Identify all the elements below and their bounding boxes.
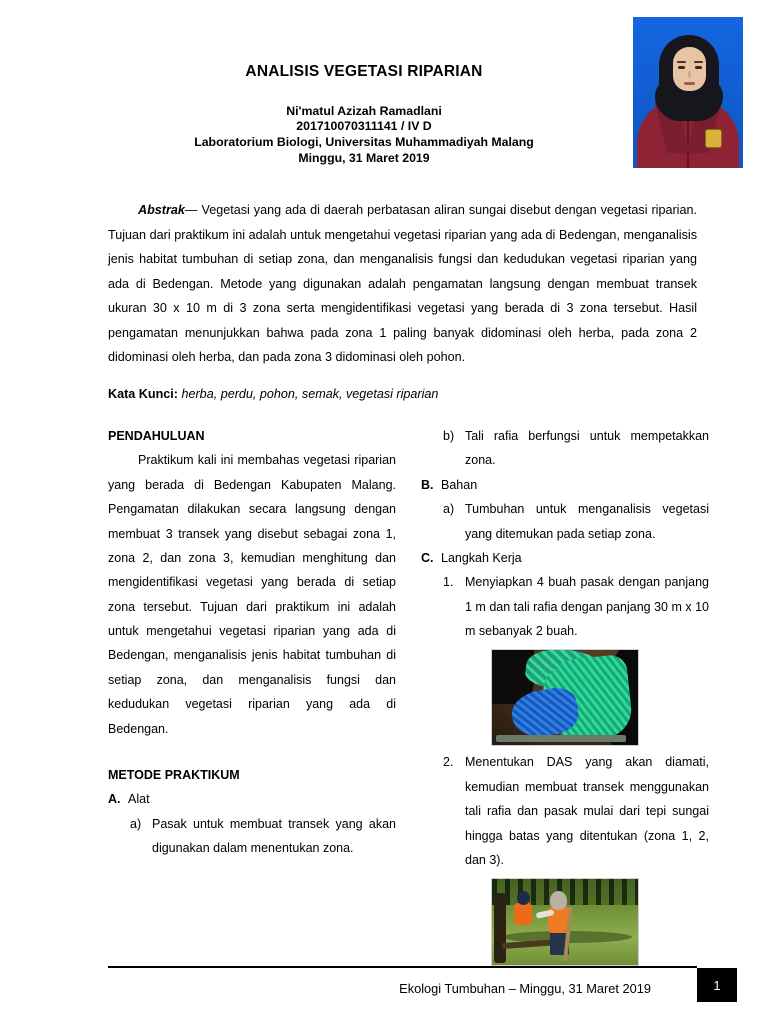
author-name: Ni'matul Azizah Ramadlani — [286, 103, 442, 118]
item-text: Pasak untuk membuat transek yang akan digunakan dalam menentukan zona. — [152, 816, 396, 855]
item-text: Menyiapkan 4 buah pasak dengan panjang 1 m dan tali rafia dengan panjang 30 m x 10 m sebanyak 2 buah. — [465, 575, 709, 638]
figure-person-two-head — [550, 891, 567, 910]
pendahuluan-paragraph: Praktikum kali ini membahas vegetasi riparian yang berada di Bedengan Kabupaten Malang. Pengamatan dilakukan secara langsung dengan membuat 3 transek yang disebut sebagai zona 1, zona 2, dan zona 3, kemudian menghitung dan mengidentifikasi vegetasi yang berada di setiap zona tersebut. Tujuan dari praktikum ini adalah untuk mengetahui vegetasi riparian yang ada di Bedengan, menganalisis jenis habitat tumbuhan di setiap zona, dan menganalisis fungsi dan kedudukan vegetasi riparian yang ada di Bedengan. — [108, 453, 396, 736]
list-item — [130, 812, 396, 861]
document-header — [108, 18, 620, 167]
figure-person-one-vest — [514, 903, 532, 925]
group-label-bahan: Bahan — [441, 477, 478, 492]
column-spacer — [108, 741, 396, 763]
author-block — [108, 104, 620, 167]
right-column — [421, 424, 709, 970]
item-text: Tumbuhan untuk menganalisis vegetasi yang ditemukan pada setiap zona. — [465, 502, 709, 541]
item-marker: 1. — [443, 575, 454, 590]
abstract-paragraph — [108, 198, 697, 370]
footer-divider — [108, 966, 697, 968]
heading-pendahuluan: PENDAHULUAN — [108, 429, 205, 443]
abstract-body: Vegetasi yang ada di daerah perbatasan aliran sungai disebut dengan vegetasi riparian. Tujuan dari praktikum ini adalah untuk mengetahui vegetasi riparian yang ada di Bedengan, menganalisis jenis habitat tumbuhan di setiap zona, dan menganalisis fungsi dan kedudukan vegetasi riparian yang ada di Bedengan. Metode yang digunakan adalah pengamatan langsung dengan membuat transek ukuran 30 x 10 m di 3 zona serta mengidentifikasi vegetasi yang berada di 3 zona tersebut. Hasil pengamatan menunjukkan bahwa pada zona 1 paling banyak didominasi oleh herba, pada zona 2 didominasi oleh herba, dan pada zona 3 didominasi oleh pohon. — [108, 203, 697, 365]
portrait-university-emblem — [705, 129, 722, 148]
footer-label: Ekologi Tumbuhan – Minggu, 31 Maret 2019 — [399, 981, 651, 996]
page-number: 1 — [697, 968, 737, 1002]
portrait-eyebrow-right — [694, 61, 703, 63]
figure-tali-rafia — [491, 649, 639, 746]
item-marker: a) — [130, 816, 142, 831]
abstract-label: Abstrak — [138, 203, 185, 217]
item-marker: 2. — [443, 755, 454, 770]
group-bahan — [421, 473, 709, 497]
list-item — [443, 497, 709, 546]
portrait-mouth — [684, 82, 695, 85]
portrait-eye-left — [678, 66, 685, 69]
list-item — [443, 750, 709, 872]
figure-pembuatan-transek — [491, 878, 639, 966]
portrait-eye-right — [695, 66, 702, 69]
page-title: ANALISIS VEGETASI RIPARIAN — [245, 63, 483, 80]
keywords-line — [108, 384, 697, 404]
affiliation: Laboratorium Biologi, Universitas Muhammadiyah Malang — [194, 135, 534, 150]
item-text: Menentukan DAS yang akan diamati, kemudian membuat transek menggunakan tali rafia dan pasak mulai dari tepi sungai hingga batas yang ditentukan (zona 1, 2, dan 3). — [465, 755, 709, 867]
keywords-label: Kata Kunci: — [108, 387, 178, 401]
item-text: Tali rafia berfungsi untuk mempetakkan zona. — [465, 429, 709, 468]
list-item — [443, 424, 709, 473]
group-marker-b: B. — [421, 477, 434, 492]
group-label-alat: Alat — [128, 792, 150, 807]
author-portrait-photo — [633, 17, 743, 168]
document-date: Minggu, 31 Maret 2019 — [298, 150, 430, 165]
keywords-value: herba, perdu, pohon, semak, vegetasi riparian — [181, 387, 439, 401]
heading-metode-praktikum: METODE PRAKTIKUM — [108, 767, 240, 782]
list-item — [443, 570, 709, 643]
item-marker: b) — [443, 429, 455, 443]
group-marker-c: C. — [421, 550, 434, 565]
figure-tree-trunk — [494, 893, 506, 963]
group-alat — [108, 787, 396, 811]
student-id: 201710070311141 / IV D — [296, 119, 432, 134]
left-column — [108, 424, 396, 860]
item-marker: a) — [443, 502, 455, 517]
group-label-langkah-kerja: Langkah Kerja — [441, 550, 522, 565]
abstract-section — [108, 198, 697, 370]
abstract-dash: — — [184, 203, 198, 217]
portrait-eyebrow-left — [677, 61, 686, 63]
portrait-nose — [688, 71, 691, 78]
figure-plank — [496, 735, 626, 742]
group-langkah-kerja — [421, 546, 709, 570]
group-marker-a: A. — [108, 792, 121, 807]
